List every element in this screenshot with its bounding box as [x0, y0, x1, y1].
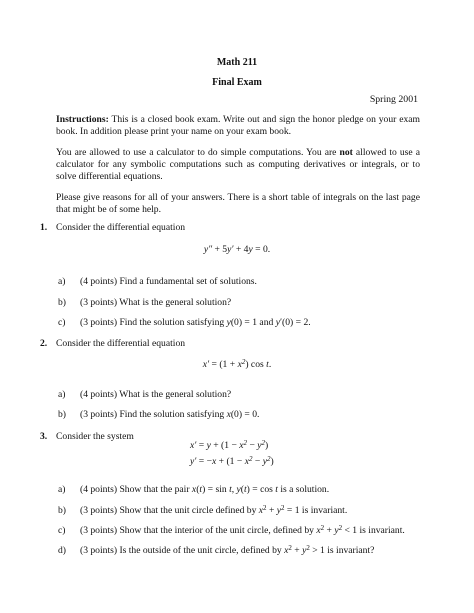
instructions-line1: This is a closed book exam. Write out and sign the honor pledge on your exam book. — [56, 114, 420, 137]
instructions-paragraph — [56, 114, 420, 138]
instructions-line2: In addition please print your name on your exam book. — [80, 126, 292, 137]
exam-title: Final Exam — [212, 77, 262, 88]
question-text: Consider the system — [56, 431, 134, 442]
not-emphasis: not — [339, 147, 353, 158]
question-1-part-b: b) (3 points) What is the general solution? — [58, 297, 232, 308]
calculator-paragraph: You are allowed to use a calculator to do simple computations. You are not allowed to use a calculator for any symbolic computations such as computing derivatives or integrals, or to solve differential equations. — [56, 147, 420, 182]
exam-term: Spring 2001 — [369, 94, 418, 105]
question-number: 3. — [40, 431, 48, 442]
question-text: Consider the differential equation — [56, 338, 186, 349]
question-2-part-b: b) (3 points) Find the solution satisfying x(0) = 0. — [58, 409, 260, 420]
system-equation-1: $x' = y + (1 - x^2 - y^2)$ — [190, 439, 269, 451]
question-2 — [40, 338, 430, 350]
course-title: Math 211 — [216, 57, 258, 68]
question-number: 2. — [40, 338, 48, 349]
reasons-paragraph: Please give reasons for all of your answers. There is a short table of integrals on the last page that might be of some help. — [56, 192, 420, 215]
question-3-part-d: d) (3 points) Is the outside of the unit circle, defined by $x^2 + y^2 > 1$ is invariant? — [58, 544, 375, 556]
question-1-part-c: c) (3 points) Find the solution satisfying y(0) = 1 and y′(0) = 2. — [58, 317, 311, 328]
question-1-part-a: a) (4 points) Find a fundamental set of solutions. — [58, 276, 257, 287]
question-1 — [40, 222, 430, 234]
question-3-part-a: a) (4 points) Show that the pair x(t) = sin t, y(t) = cos t is a solution. — [58, 484, 330, 495]
question-text: Consider the differential equation — [56, 222, 186, 233]
equation-2: $x' = (1 + x^2)$ cos t. — [202, 358, 272, 370]
system-equation-2: $y' = -x + (1 - x^2 - y^2)$ — [190, 455, 274, 467]
question-3-part-c: c) (3 points) Show that the interior of the unit circle, defined by $x^2 + y^2 < 1$ is invariant. — [58, 524, 405, 536]
question-3-part-b: b) (3 points) Show that the unit circle defined by $x^2 + y^2 = 1$ is invariant. — [58, 504, 348, 516]
question-number: 1. — [40, 222, 48, 233]
equation-1: y″ + 5y′ + 4y = 0. — [203, 244, 271, 255]
instructions-label: Instructions: — [56, 114, 109, 125]
question-2-part-a: a) (4 points) What is the general solution? — [58, 389, 232, 400]
